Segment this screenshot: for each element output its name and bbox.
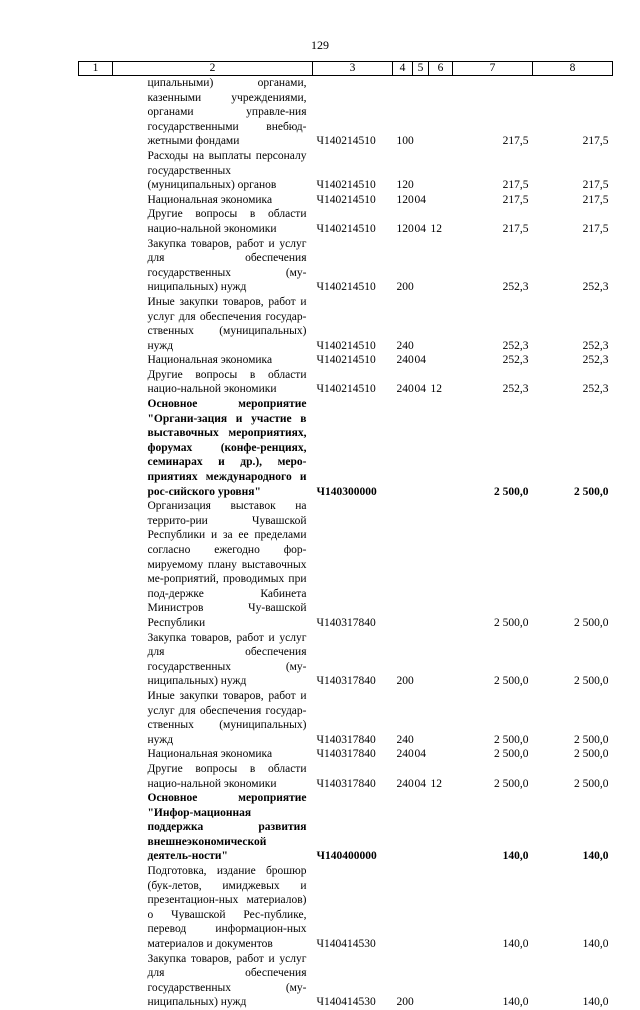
- header-col-6: 6: [429, 62, 453, 76]
- section-code: 04: [413, 193, 429, 208]
- section-code: [413, 397, 429, 499]
- target-code: Ч140317840: [313, 747, 393, 762]
- column-number-header: [79, 62, 613, 76]
- row-number-cell: [79, 353, 113, 368]
- expense-type: 240: [393, 295, 413, 353]
- subsection-code: [429, 791, 453, 864]
- amount-col-8: 252,3: [533, 295, 613, 353]
- target-code: Ч140214510: [313, 237, 393, 295]
- section-code: [413, 791, 429, 864]
- header-col-3: 3: [313, 62, 393, 76]
- amount-col-7: 252,3: [453, 353, 533, 368]
- table-row: [79, 499, 613, 630]
- table-row: [79, 207, 613, 236]
- header-col-5: 5: [413, 62, 429, 76]
- amount-col-8: 2 500,0: [533, 747, 613, 762]
- table-row: [79, 397, 613, 499]
- header-col-7: 7: [453, 62, 533, 76]
- expense-type: 200: [393, 631, 413, 689]
- amount-col-8: 252,3: [533, 353, 613, 368]
- subsection-code: 12: [429, 762, 453, 791]
- amount-col-8: 140,0: [533, 791, 613, 864]
- amount-col-7: 217,5: [453, 207, 533, 236]
- amount-col-7: 2 500,0: [453, 689, 533, 747]
- target-code: Ч140317840: [313, 689, 393, 747]
- target-code: Ч140414530: [313, 952, 393, 1010]
- row-number-cell: [79, 952, 113, 1010]
- row-name: Основное мероприятие "Органи-зация и участие в выставочных мероприятиях, форумах (конфе-ренциях, семинарах и др.), меро-приятиях международного и рос-сийского уровня": [113, 397, 313, 499]
- expense-type: 120: [393, 149, 413, 193]
- subsection-code: [429, 499, 453, 630]
- amount-col-7: 252,3: [453, 237, 533, 295]
- amount-col-8: 217,5: [533, 207, 613, 236]
- row-number-cell: [79, 237, 113, 295]
- amount-col-8: 2 500,0: [533, 397, 613, 499]
- table-row: [79, 864, 613, 952]
- amount-col-8: 217,5: [533, 76, 613, 149]
- amount-col-8: 252,3: [533, 368, 613, 397]
- amount-col-7: 140,0: [453, 864, 533, 952]
- expense-type: [393, 791, 413, 864]
- expense-type: [393, 397, 413, 499]
- subsection-code: [429, 689, 453, 747]
- expense-type: 200: [393, 952, 413, 1010]
- row-name: Закупка товаров, работ и услуг для обеспечения государственных (му-ниципальных) нужд: [113, 237, 313, 295]
- section-code: [413, 864, 429, 952]
- row-name: Расходы на выплаты персоналу государственных (муниципальных) органов: [113, 149, 313, 193]
- subsection-code: [429, 193, 453, 208]
- row-name: Другие вопросы в области нацио-нальной экономики: [113, 207, 313, 236]
- target-code: Ч140414530: [313, 864, 393, 952]
- amount-col-7: 252,3: [453, 295, 533, 353]
- amount-col-7: 252,3: [453, 368, 533, 397]
- row-number-cell: [79, 499, 113, 630]
- target-code: Ч140400000: [313, 791, 393, 864]
- budget-table: [78, 61, 613, 1010]
- row-name: Другие вопросы в области нацио-нальной экономики: [113, 762, 313, 791]
- row-number-cell: [79, 149, 113, 193]
- amount-col-7: 2 500,0: [453, 631, 533, 689]
- table-row: [79, 76, 613, 149]
- amount-col-8: 217,5: [533, 149, 613, 193]
- expense-type: 100: [393, 76, 413, 149]
- target-code: Ч140214510: [313, 295, 393, 353]
- row-name: Организация выставок на террито-рии Чувашской Республики и за ее пределами согласно ежегодно фор-мируемому плану выставочных ме-роприятий, проводимых при под-держке Кабинета Министров Чу-вашской Республики: [113, 499, 313, 630]
- row-number-cell: [79, 791, 113, 864]
- subsection-code: [429, 747, 453, 762]
- table-row: [79, 791, 613, 864]
- target-code: Ч140214510: [313, 76, 393, 149]
- row-number-cell: [79, 207, 113, 236]
- subsection-code: [429, 237, 453, 295]
- target-code: Ч140214510: [313, 207, 393, 236]
- expense-type: [393, 499, 413, 630]
- amount-col-7: 2 500,0: [453, 397, 533, 499]
- amount-col-7: 2 500,0: [453, 747, 533, 762]
- amount-col-8: 2 500,0: [533, 499, 613, 630]
- table-row: [79, 295, 613, 353]
- target-code: Ч140317840: [313, 499, 393, 630]
- section-code: [413, 499, 429, 630]
- amount-col-7: 217,5: [453, 193, 533, 208]
- amount-col-7: 2 500,0: [453, 499, 533, 630]
- subsection-code: [429, 353, 453, 368]
- table-row: [79, 952, 613, 1010]
- row-name: Подготовка, издание брошюр (бук-летов, имиджевых и презентацион-ных материалов) о Чувашской Рес-публике, перевод информацион-ных материалов и документов: [113, 864, 313, 952]
- table-row: [79, 368, 613, 397]
- header-col-2: 2: [113, 62, 313, 76]
- row-name: Национальная экономика: [113, 353, 313, 368]
- subsection-code: [429, 864, 453, 952]
- row-number-cell: [79, 76, 113, 149]
- section-code: 04: [413, 368, 429, 397]
- expense-type: 240: [393, 368, 413, 397]
- row-number-cell: [79, 397, 113, 499]
- target-code: Ч140214510: [313, 193, 393, 208]
- row-name: Иные закупки товаров, работ и услуг для обеспечения государ-ственных (муниципальных) нужд: [113, 295, 313, 353]
- section-code: [413, 631, 429, 689]
- target-code: Ч140214510: [313, 149, 393, 193]
- subsection-code: [429, 397, 453, 499]
- subsection-code: 12: [429, 207, 453, 236]
- page-number: 129: [0, 38, 640, 53]
- row-number-cell: [79, 864, 113, 952]
- row-number-cell: [79, 368, 113, 397]
- table-row: [79, 237, 613, 295]
- expense-type: 240: [393, 747, 413, 762]
- amount-col-7: 140,0: [453, 952, 533, 1010]
- row-name: Национальная экономика: [113, 193, 313, 208]
- table-row: [79, 353, 613, 368]
- amount-col-8: 2 500,0: [533, 762, 613, 791]
- amount-col-8: 2 500,0: [533, 689, 613, 747]
- section-code: [413, 952, 429, 1010]
- subsection-code: [429, 952, 453, 1010]
- target-code: Ч140214510: [313, 353, 393, 368]
- section-code: 04: [413, 207, 429, 236]
- expense-type: 240: [393, 689, 413, 747]
- row-number-cell: [79, 689, 113, 747]
- amount-col-7: 140,0: [453, 791, 533, 864]
- section-code: 04: [413, 353, 429, 368]
- section-code: [413, 689, 429, 747]
- row-number-cell: [79, 295, 113, 353]
- amount-col-7: 2 500,0: [453, 762, 533, 791]
- header-col-8: 8: [533, 62, 613, 76]
- section-code: 04: [413, 747, 429, 762]
- row-number-cell: [79, 762, 113, 791]
- target-code: Ч140214510: [313, 368, 393, 397]
- subsection-code: 12: [429, 368, 453, 397]
- section-code: [413, 149, 429, 193]
- target-code: Ч140300000: [313, 397, 393, 499]
- row-name: Национальная экономика: [113, 747, 313, 762]
- table-row: [79, 747, 613, 762]
- target-code: Ч140317840: [313, 762, 393, 791]
- table-row: [79, 193, 613, 208]
- section-code: [413, 237, 429, 295]
- table-row: [79, 762, 613, 791]
- row-name: Другие вопросы в области нацио-нальной экономики: [113, 368, 313, 397]
- subsection-code: [429, 631, 453, 689]
- row-name: Закупка товаров, работ и услуг для обеспечения государственных (му-ниципальных) нужд: [113, 952, 313, 1010]
- subsection-code: [429, 149, 453, 193]
- subsection-code: [429, 295, 453, 353]
- amount-col-7: 217,5: [453, 149, 533, 193]
- row-number-cell: [79, 193, 113, 208]
- amount-col-8: 217,5: [533, 193, 613, 208]
- table-row: [79, 149, 613, 193]
- subsection-code: [429, 76, 453, 149]
- row-name: Основное мероприятие "Инфор-мационная поддержка развития внешнеэкономической деятель-ности": [113, 791, 313, 864]
- expense-type: 240: [393, 353, 413, 368]
- header-col-4: 4: [393, 62, 413, 76]
- row-name: ципальными) органами, казенными учреждениями, органами управле-ния государственными внебюд-жетными фондами: [113, 76, 313, 149]
- expense-type: 120: [393, 207, 413, 236]
- target-code: Ч140317840: [313, 631, 393, 689]
- row-name: Закупка товаров, работ и услуг для обеспечения государственных (му-ниципальных) нужд: [113, 631, 313, 689]
- section-code: [413, 295, 429, 353]
- amount-col-8: 252,3: [533, 237, 613, 295]
- expense-type: 240: [393, 762, 413, 791]
- expense-type: [393, 864, 413, 952]
- amount-col-7: 217,5: [453, 76, 533, 149]
- expense-type: 120: [393, 193, 413, 208]
- table-body: [79, 76, 613, 1010]
- row-number-cell: [79, 747, 113, 762]
- amount-col-8: 140,0: [533, 864, 613, 952]
- section-code: [413, 76, 429, 149]
- row-number-cell: [79, 631, 113, 689]
- header-col-1: 1: [79, 62, 113, 76]
- expense-type: 200: [393, 237, 413, 295]
- amount-col-8: 2 500,0: [533, 631, 613, 689]
- amount-col-8: 140,0: [533, 952, 613, 1010]
- row-name: Иные закупки товаров, работ и услуг для обеспечения государ-ственных (муниципальных) нужд: [113, 689, 313, 747]
- table-row: [79, 631, 613, 689]
- section-code: 04: [413, 762, 429, 791]
- table-row: [79, 689, 613, 747]
